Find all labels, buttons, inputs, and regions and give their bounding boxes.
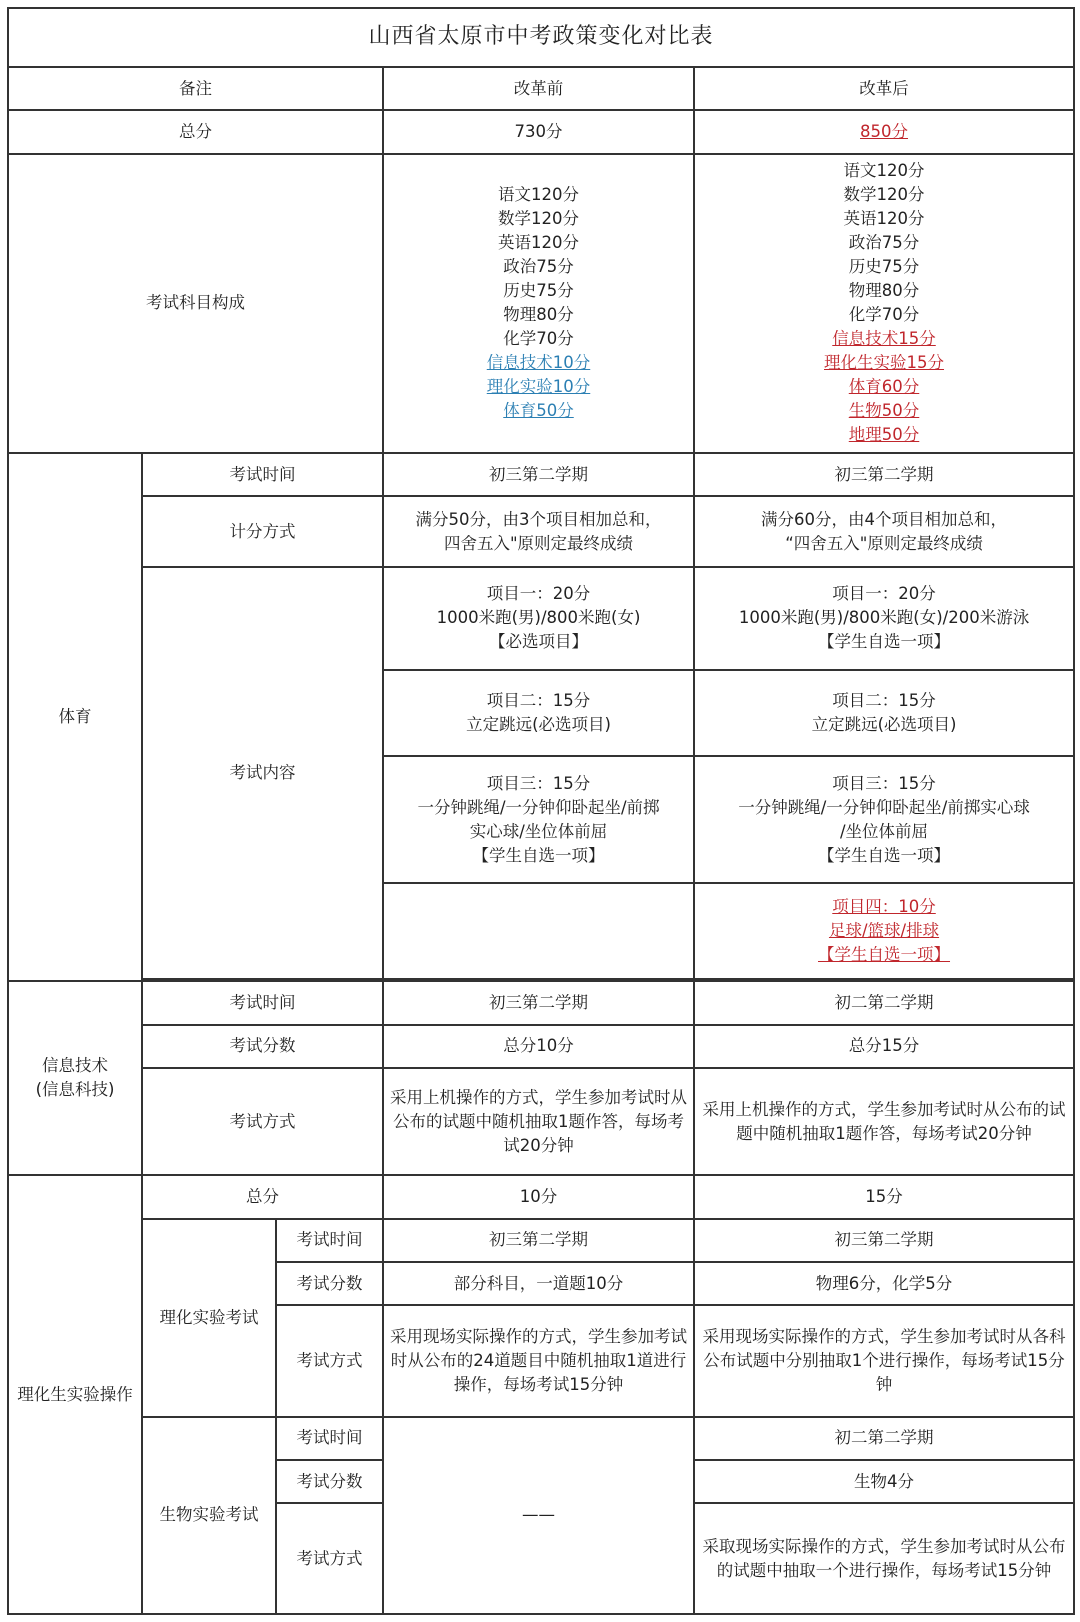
it-time-label: 考试时间 xyxy=(142,981,383,1024)
bio-method-after xyxy=(694,1503,1074,1614)
subject-line-marked: 理化生实验15分 xyxy=(824,353,945,373)
it-method-after xyxy=(694,1068,1074,1175)
subject-line: 英语120分 xyxy=(843,209,925,229)
physchem-time-label: 考试时间 xyxy=(276,1219,383,1262)
subjects-label: 考试科目构成 xyxy=(8,154,383,453)
bio-method-label: 考试方式 xyxy=(276,1503,383,1614)
pe-time-after: 初三第二学期 xyxy=(694,453,1074,496)
pe-item2-after xyxy=(694,670,1074,757)
text-line: 【必选项目】 xyxy=(489,632,588,652)
subject-line-marked: 信息技术15分 xyxy=(832,329,936,349)
physchem-method-before xyxy=(383,1305,694,1416)
subject-line-marked: 理化实验10分 xyxy=(486,377,591,397)
text-line: (信息科技) xyxy=(35,1080,115,1100)
it-time-after: 初二第二学期 xyxy=(694,981,1074,1024)
table-title: 山西省太原市中考政策变化对比表 xyxy=(8,8,1074,67)
physchem-time-before: 初三第二学期 xyxy=(383,1219,694,1262)
physchem-time-after: 初三第二学期 xyxy=(694,1219,1074,1262)
pe-time-before: 初三第二学期 xyxy=(383,453,694,496)
it-label xyxy=(8,981,142,1175)
subject-line: 历史75分 xyxy=(848,257,920,277)
total-label: 总分 xyxy=(8,110,383,153)
comparison-sheet xyxy=(7,7,1073,1615)
pe-item4-before xyxy=(383,883,694,979)
text-line: /坐位体前屈 xyxy=(839,821,929,841)
pe-item1-before xyxy=(383,567,694,669)
text-line-marked: 【学生自选一项】 xyxy=(818,945,951,965)
text-line: 实心球/坐位体前屈 xyxy=(469,821,608,841)
subject-line-marked: 体育50分 xyxy=(503,401,574,421)
subject-line: 数学120分 xyxy=(843,185,925,205)
policy-comparison-table xyxy=(7,7,1075,1615)
text-line-marked: 足球/篮球/排球 xyxy=(828,921,940,941)
header-note: 备注 xyxy=(8,67,383,110)
subject-line: 物理80分 xyxy=(503,305,574,325)
text-line: 信息技术 xyxy=(42,1056,108,1076)
bio-time-label: 考试时间 xyxy=(276,1417,383,1460)
subject-line-marked: 体育60分 xyxy=(848,377,920,397)
it-method-before xyxy=(383,1068,694,1175)
subject-line: 政治75分 xyxy=(503,257,574,277)
bio-before: —— xyxy=(383,1417,694,1614)
subject-line: 英语120分 xyxy=(498,233,579,253)
subject-line: 语文120分 xyxy=(843,161,925,181)
text-block: 采用现场实际操作的方式，学生参加考试时从各科公布试题中分别抽取1个进行操作，每场考试15分钟 xyxy=(702,1327,1066,1394)
total-before: 730分 xyxy=(383,110,694,153)
pe-item3-before xyxy=(383,756,694,883)
pe-item2-before xyxy=(383,670,694,757)
physchem-score-after: 物理6分，化学5分 xyxy=(694,1262,1074,1305)
text-line: 立定跳远(必选项目) xyxy=(466,714,611,734)
subject-line-marked: 生物50分 xyxy=(848,401,920,421)
text-line: 满分60分，由4个项目相加总和， xyxy=(761,509,1008,529)
text-line: 项目二：15分 xyxy=(832,690,936,710)
it-score-before: 总分10分 xyxy=(383,1025,694,1068)
subject-line: 化学70分 xyxy=(503,329,574,349)
text-block: 采用现场实际操作的方式，学生参加考试时从公布的24道题目中随机抽取1道进行操作，每场考试15分钟 xyxy=(390,1327,687,1394)
text-line: 项目三：15分 xyxy=(832,773,936,793)
text-line: 立定跳远(必选项目) xyxy=(811,714,957,734)
pe-item4-after xyxy=(694,883,1074,979)
pe-time-label: 考试时间 xyxy=(142,453,383,496)
text-line: 项目一：20分 xyxy=(832,584,936,604)
header-before: 改革前 xyxy=(383,67,694,110)
text-line: 【学生自选一项】 xyxy=(818,845,951,865)
bio-time-after: 初二第二学期 xyxy=(694,1417,1074,1460)
text-line: 项目二：15分 xyxy=(486,690,591,710)
total-after-value: 850分 xyxy=(860,121,909,141)
text-line: 1000米跑(男)/800米跑(女) xyxy=(436,608,641,628)
physchem-label: 理化实验考试 xyxy=(142,1219,276,1417)
total-after xyxy=(694,110,1074,153)
text-line: 项目一：20分 xyxy=(486,584,591,604)
pe-label: 体育 xyxy=(8,453,142,981)
it-time-before: 初三第二学期 xyxy=(383,981,694,1024)
text-line: 一分钟跳绳/一分钟仰卧起坐/前掷 xyxy=(417,797,660,817)
text-line: 1000米跑(男)/800米跑(女)/200米游泳 xyxy=(738,608,1030,628)
text-line: 一分钟跳绳/一分钟仰卧起坐/前掷实心球 xyxy=(738,797,1030,817)
physchem-method-after xyxy=(694,1305,1074,1416)
header-after: 改革后 xyxy=(694,67,1074,110)
pe-scoring-after xyxy=(694,496,1074,567)
bio-score-after: 生物4分 xyxy=(694,1460,1074,1503)
pe-scoring-label: 计分方式 xyxy=(142,496,383,567)
text-line: 满分50分，由3个项目相加总和， xyxy=(415,509,662,529)
it-score-label: 考试分数 xyxy=(142,1025,383,1068)
text-line-marked: 项目四：10分 xyxy=(832,897,936,917)
text-line: 项目三：15分 xyxy=(486,773,591,793)
text-block: 采用上机操作的方式，学生参加考试时从公布的试题中随机抽取1题作答，每场考试20分钟 xyxy=(702,1099,1066,1143)
subjects-before xyxy=(383,154,694,453)
lab-label: 理化生实验操作 xyxy=(8,1175,142,1614)
physchem-method-label: 考试方式 xyxy=(276,1305,383,1416)
text-line: 【学生自选一项】 xyxy=(818,632,951,652)
text-line: “四舍五入"原则定最终成绩 xyxy=(785,533,983,553)
subject-line-marked: 地理50分 xyxy=(848,425,920,445)
bio-score-label: 考试分数 xyxy=(276,1460,383,1503)
text-block: 采取现场实际操作的方式，学生参加考试时从公布的试题中抽取一个进行操作，每场考试15分钟 xyxy=(702,1536,1066,1580)
subject-line: 物理80分 xyxy=(848,281,920,301)
subject-line-marked: 信息技术10分 xyxy=(486,353,591,373)
lab-total-after: 15分 xyxy=(694,1175,1074,1218)
text-block: 采用上机操作的方式，学生参加考试时从公布的试题中随机抽取1题作答，每场考试20分钟 xyxy=(390,1087,687,1155)
it-score-after: 总分15分 xyxy=(694,1025,1074,1068)
physchem-score-before: 部分科目，一道题10分 xyxy=(383,1262,694,1305)
pe-scoring-before xyxy=(383,496,694,567)
pe-item1-after xyxy=(694,567,1074,669)
bio-label: 生物实验考试 xyxy=(142,1417,276,1614)
it-method-label: 考试方式 xyxy=(142,1068,383,1175)
text-line: 【学生自选一项】 xyxy=(472,845,605,865)
lab-total-before: 10分 xyxy=(383,1175,694,1218)
subject-line: 化学70分 xyxy=(848,305,920,325)
pe-item3-after xyxy=(694,756,1074,883)
subject-line: 历史75分 xyxy=(503,281,574,301)
subject-line: 数学120分 xyxy=(498,209,579,229)
physchem-score-label: 考试分数 xyxy=(276,1262,383,1305)
subjects-after xyxy=(694,154,1074,453)
pe-content-label: 考试内容 xyxy=(142,567,383,979)
subject-line: 政治75分 xyxy=(848,233,920,253)
text-line: 四舍五入"原则定最终成绩 xyxy=(443,533,634,553)
subject-line: 语文120分 xyxy=(498,185,579,205)
lab-total-label: 总分 xyxy=(142,1175,383,1218)
